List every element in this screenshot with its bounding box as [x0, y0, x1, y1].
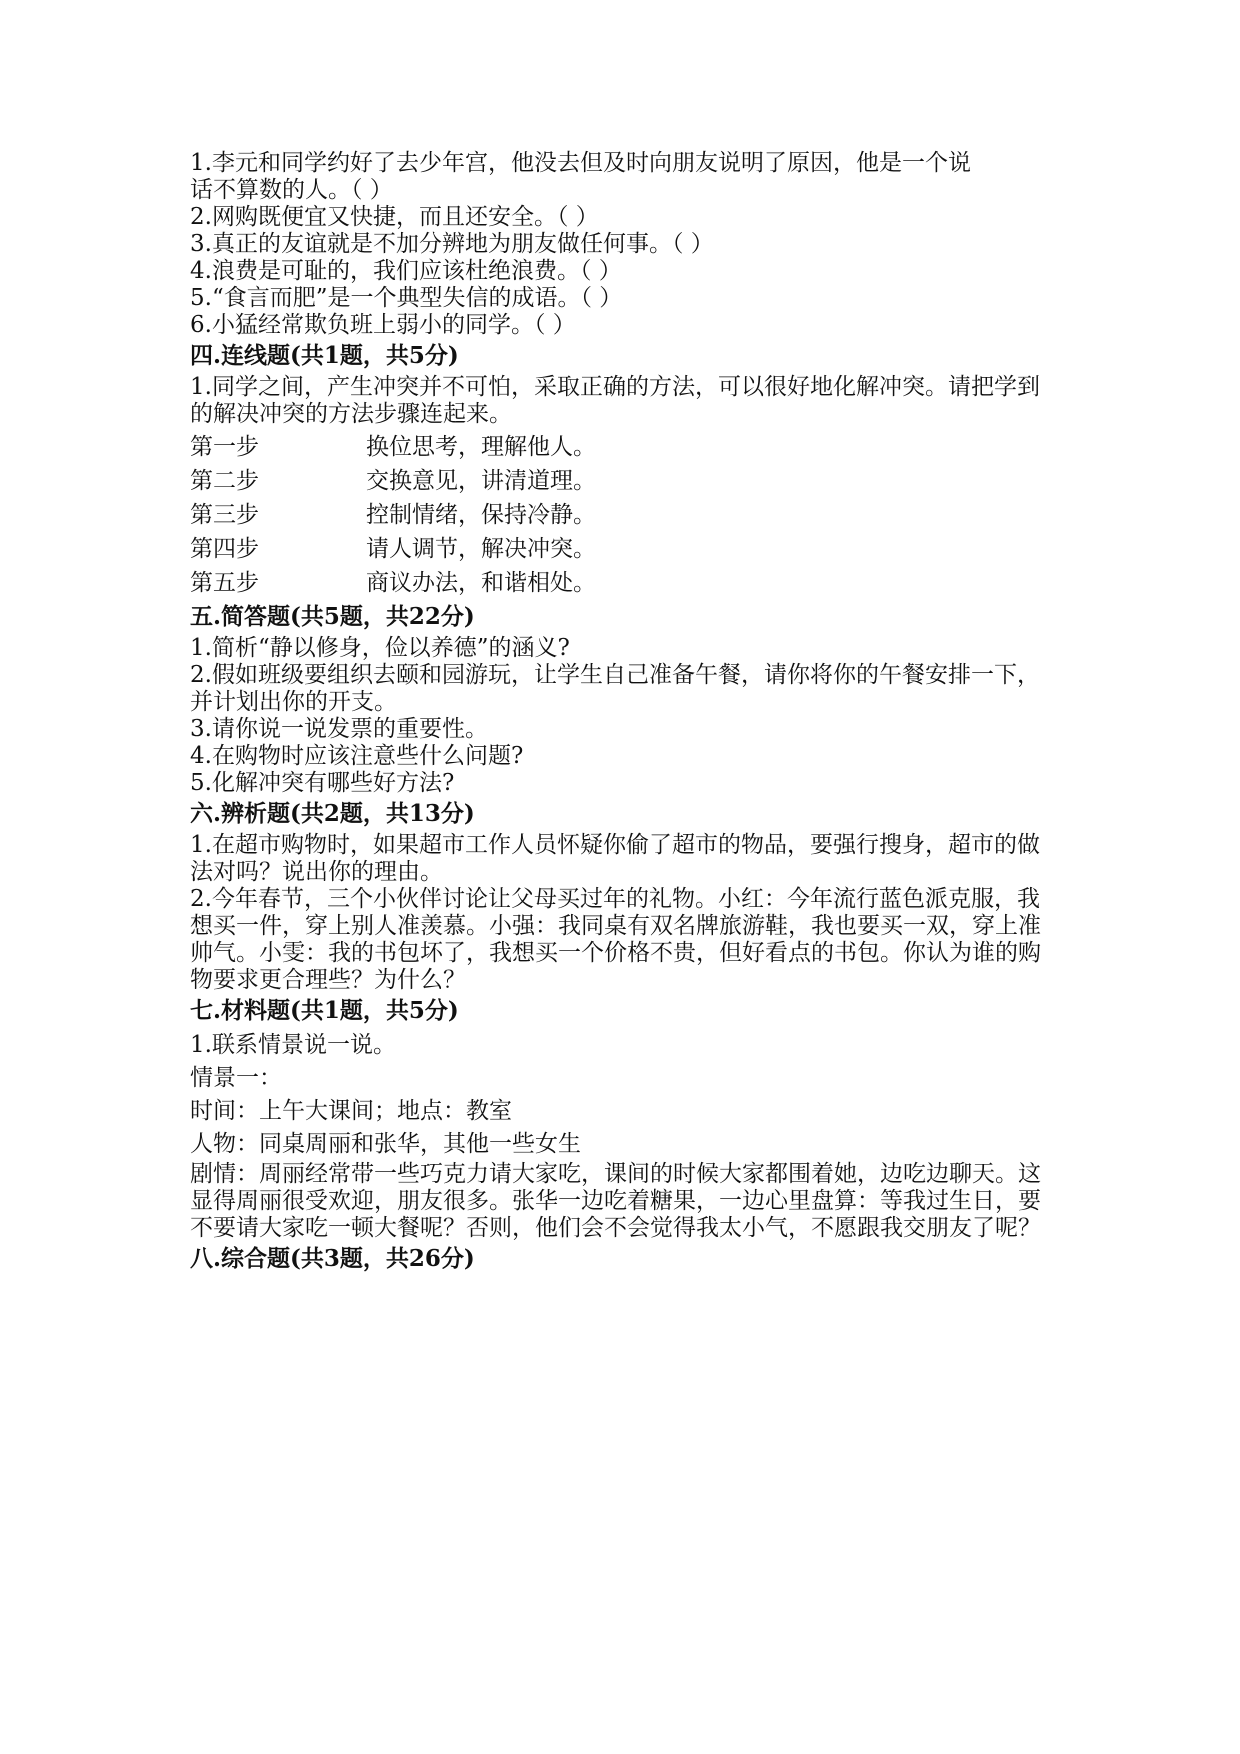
step-row	[190, 498, 1050, 532]
analysis-section	[190, 800, 1050, 994]
matching-heading: 四.连线题(共1题，共5分)	[190, 342, 459, 369]
step-method: 控制情绪，保持冷静。	[366, 502, 596, 528]
step-row	[190, 464, 1050, 498]
material-plot: 剧情：周丽经常带一些巧克力请大家吃，课间的时候大家都围着她，边吃边聊天。这显得周丽很受欢迎，朋友很多。张华一边吃着糖果，一边心里盘算：等我过生日，要不要请大家吃一顿大餐呢？否则，他们会不会觉得我太小气，不愿跟我交朋友了呢？	[190, 1161, 1041, 1241]
step-method: 请人调节，解决冲突。	[366, 536, 596, 562]
short-answer-item: 4.在购物时应该注意些什么问题?	[190, 743, 524, 769]
comprehensive-section	[190, 1245, 1050, 1273]
matching-question: 1.同学之间，产生冲突并不可怕，采取正确的方法，可以很好地化解冲突。请把学到的解决冲突的方法步骤连起来。	[190, 374, 1040, 427]
material-people: 人物：同桌周丽和张华，其他一些女生	[190, 1131, 581, 1157]
material-section	[190, 997, 1050, 1242]
tf-item-1a: 1.李元和同学约好了去少年宫，他没去但及时向朋友说明了原因，他是一个说	[190, 150, 971, 176]
step-row	[190, 532, 1050, 566]
analysis-heading: 六.辨析题(共2题，共13分)	[190, 800, 475, 827]
step-label: 第一步	[190, 434, 259, 460]
material-time: 时间：上午大课间；地点：教室	[190, 1098, 512, 1124]
step-method: 交换意见，讲清道理。	[366, 468, 596, 494]
tf-item-1b: 话不算数的人。（ ）	[190, 177, 393, 203]
tf-item-3: 3.真正的友谊就是不加分辨地为朋友做任何事。（ ）	[190, 231, 714, 257]
short-answer-heading: 五.简答题(共5题，共22分)	[190, 603, 475, 630]
tf-item-6: 6.小猛经常欺负班上弱小的同学。（ ）	[190, 312, 576, 338]
material-scene: 情景一：	[190, 1065, 282, 1091]
comprehensive-heading: 八.综合题(共3题，共26分)	[190, 1245, 475, 1272]
step-method: 换位思考，理解他人。	[366, 434, 596, 460]
step-label: 第二步	[190, 468, 259, 494]
material-heading: 七.材料题(共1题，共5分)	[190, 997, 459, 1024]
step-label: 第四步	[190, 536, 259, 562]
analysis-item: 2.今年春节，三个小伙伴讨论让父母买过年的礼物。小红：今年流行蓝色派克服，我想买一件，穿上别人准羡慕。小强：我同桌有双名牌旅游鞋，我也要买一双，穿上准帅气。小雯：我的书包坏了，我想买一个价格不贵，但好看点的书包。你认为谁的购物要求更合理些？为什么？	[190, 886, 1041, 993]
step-row	[190, 566, 1050, 600]
true-false-section	[190, 150, 1050, 339]
analysis-item: 1.在超市购物时，如果超市工作人员怀疑你偷了超市的物品，要强行搜身，超市的做法对吗？说出你的理由。	[190, 832, 1040, 885]
matching-steps	[190, 430, 1050, 600]
tf-item-4: 4.浪费是可耻的，我们应该杜绝浪费。（ ）	[190, 258, 622, 284]
step-method: 商议办法，和谐相处。	[366, 570, 596, 596]
exam-page	[190, 150, 1050, 1277]
step-label: 第五步	[190, 570, 259, 596]
step-label: 第三步	[190, 502, 259, 528]
tf-item-5: 5.“食言而肥”是一个典型失信的成语。（ ）	[190, 285, 623, 311]
step-row	[190, 430, 1050, 464]
tf-item-2: 2.网购既便宜又快捷，而且还安全。（ ）	[190, 204, 599, 230]
short-answer-section	[190, 603, 1050, 797]
material-question: 1.联系情景说一说。	[190, 1032, 396, 1058]
short-answer-item: 1.简析“静以修身，俭以养德”的涵义?	[190, 635, 570, 661]
short-answer-item: 3.请你说一说发票的重要性。	[190, 716, 488, 742]
matching-section	[190, 342, 1050, 600]
short-answer-item: 2.假如班级要组织去颐和园游玩，让学生自己准备午餐，请你将你的午餐安排一下，并计划出你的开支。	[190, 662, 1040, 715]
short-answer-item: 5.化解冲突有哪些好方法?	[190, 770, 455, 796]
